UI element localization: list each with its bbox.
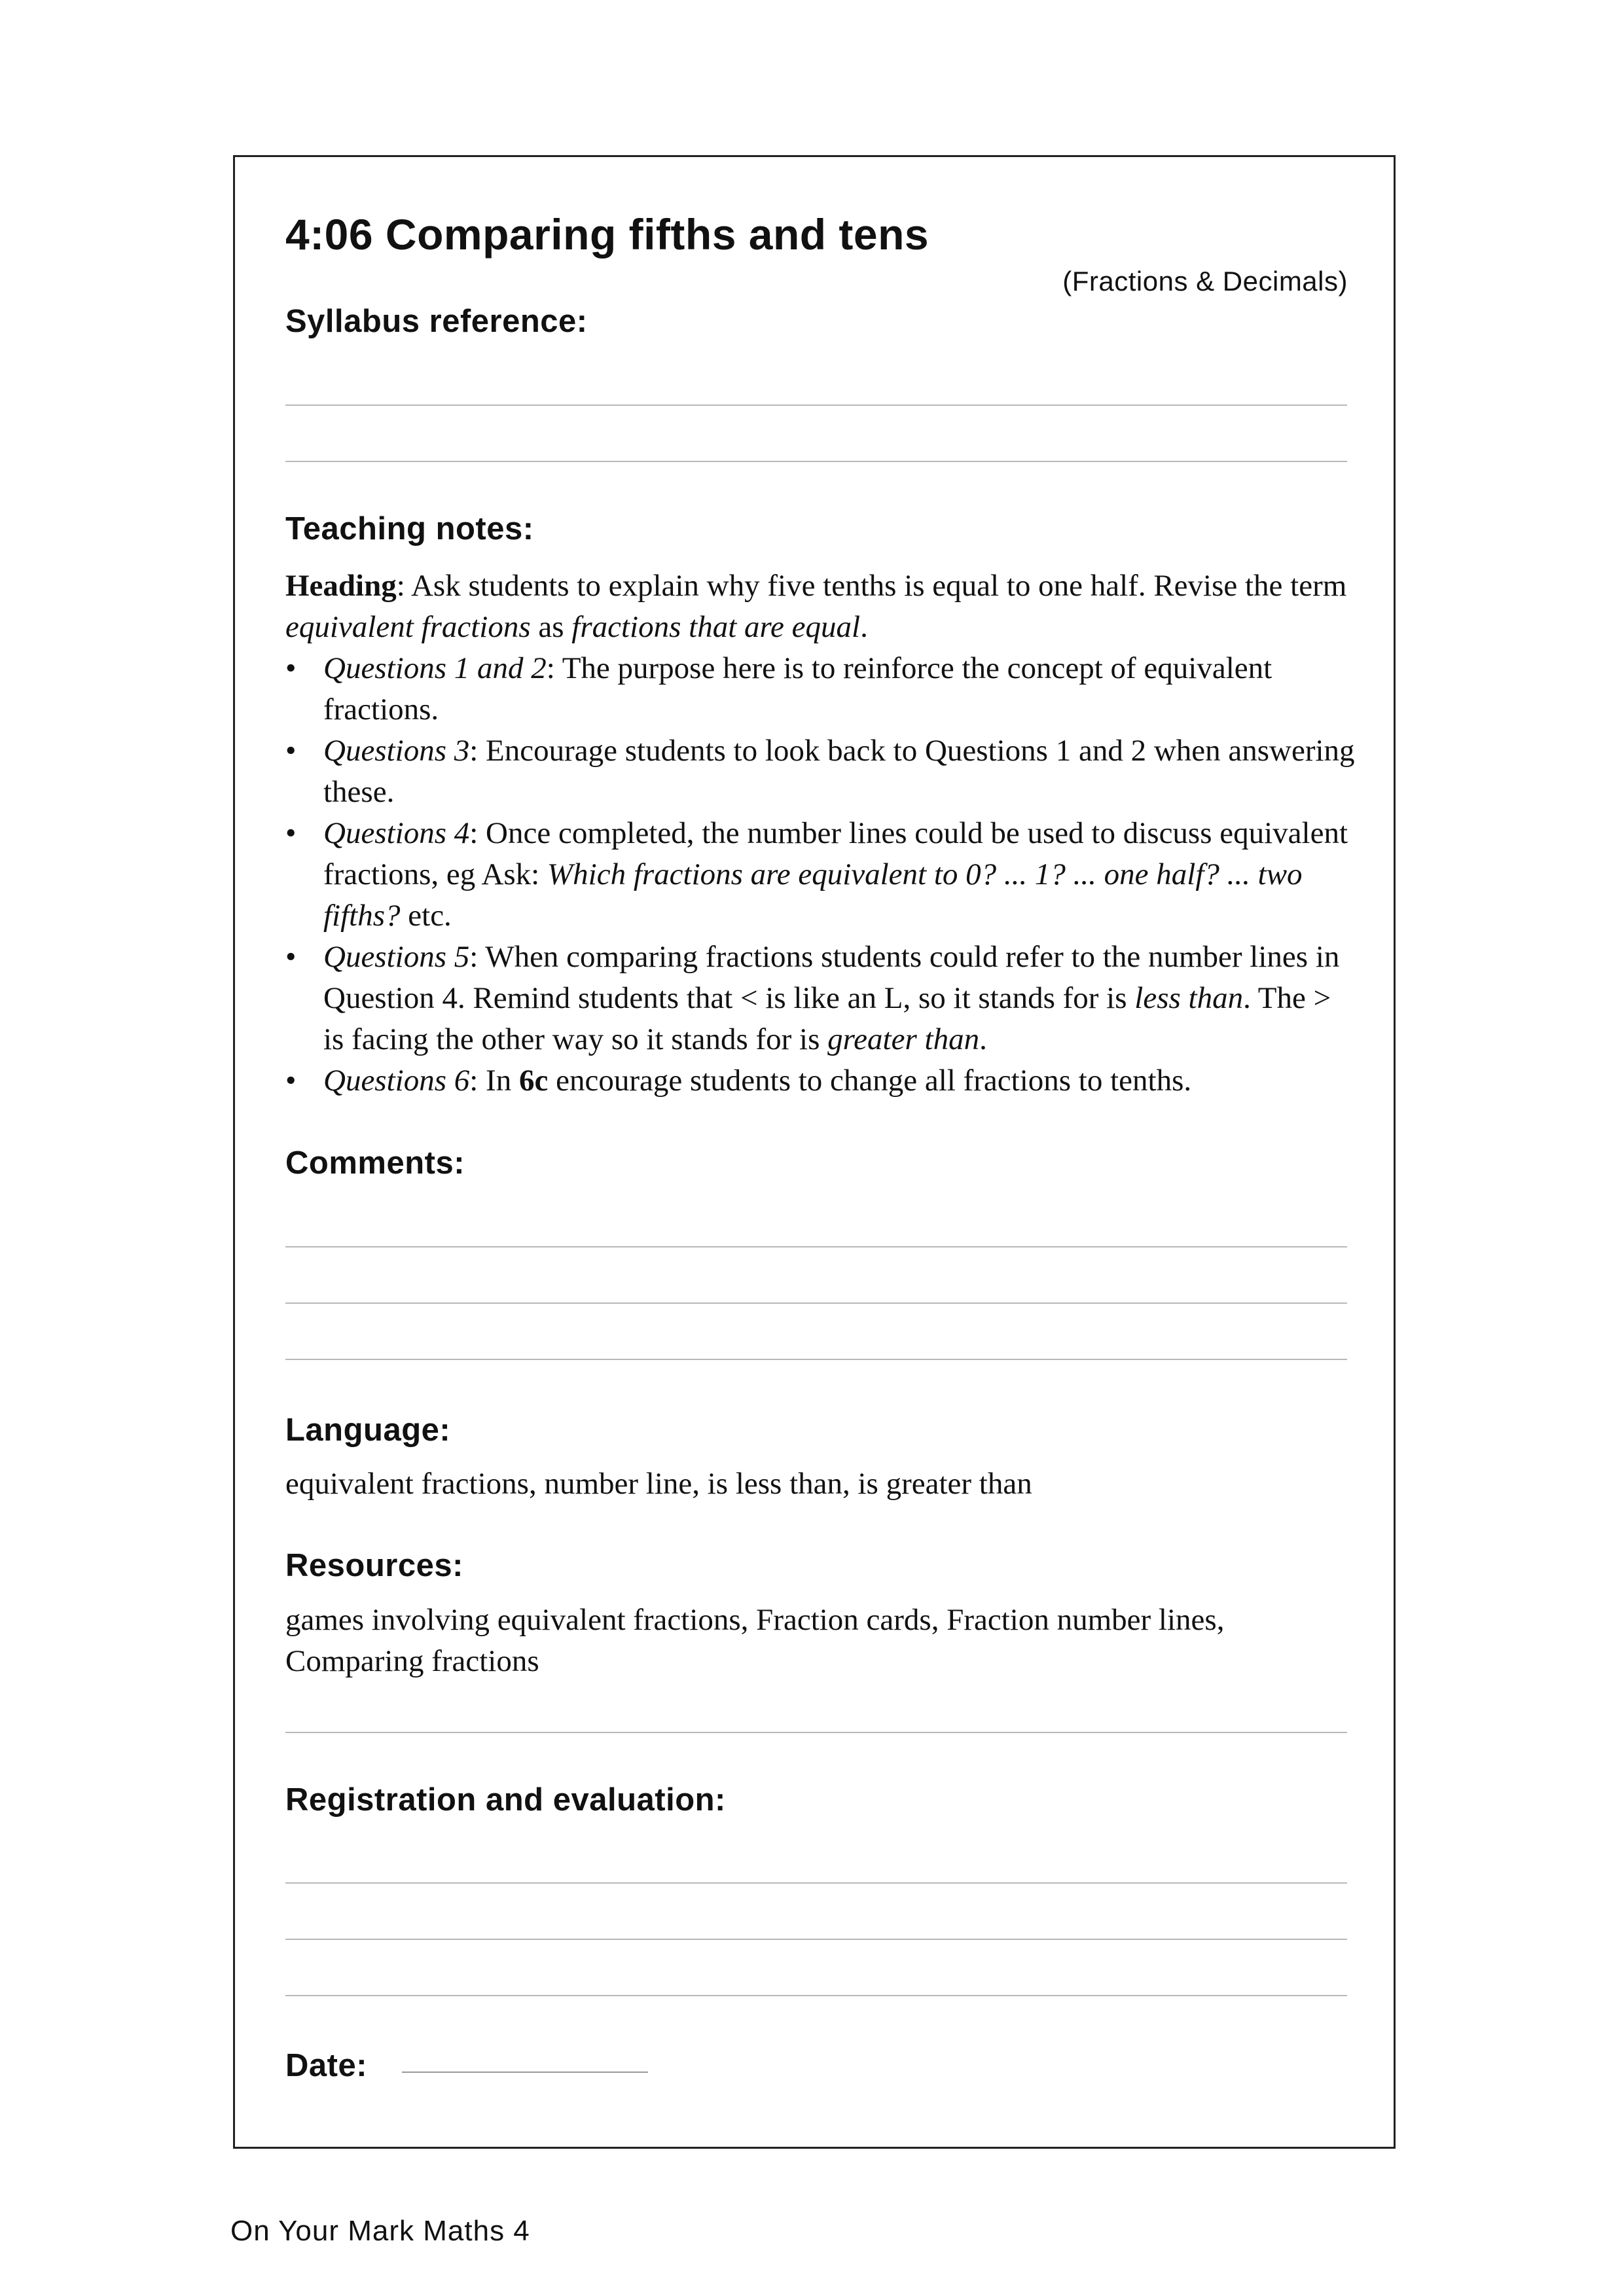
question-ref: Questions 6 (323, 1064, 470, 1098)
note-text: . The > is facing the other way so it stands for is (323, 981, 1331, 1056)
note-text: : Encourage students to look back to Questions 1 and 2 when answering these. (323, 734, 1355, 809)
heading-note-definition: fractions that are equal (571, 610, 861, 644)
note-strong: 6c (518, 1064, 549, 1098)
page-title: 4:06 Comparing fifths and tens (285, 210, 929, 259)
language-heading: Language: (285, 1412, 451, 1448)
registration-line-3 (285, 1995, 1347, 1996)
syllabus-line-2 (285, 461, 1347, 462)
comments-heading: Comments: (285, 1145, 465, 1181)
question-ref: Questions 5 (323, 940, 470, 974)
note-term: greater than (827, 1022, 980, 1056)
page-footer: On Your Mark Maths 4 (230, 2215, 530, 2247)
page-subtitle: (Fractions & Decimals) (1062, 266, 1348, 296)
note-text: etc. (400, 899, 452, 933)
date-label: Date: (285, 2048, 368, 2083)
note-text: : In (469, 1064, 519, 1098)
language-text: equivalent fractions, number line, is less than, is greater than (285, 1467, 1032, 1501)
comments-line-3 (285, 1359, 1347, 1360)
bullet-icon: • (285, 734, 297, 768)
heading-note (285, 565, 1359, 648)
note-text: : Once completed, the number lines could be used to discuss equivalent fractions, eg Ask: (323, 816, 1348, 891)
teaching-notes-body (285, 565, 1359, 1102)
heading-note-text: as (530, 610, 572, 644)
question-ref: Questions 4 (323, 816, 470, 850)
note-text: encourage students to change all fractions to tenths. (548, 1064, 1192, 1098)
note-text: : The purpose here is to reinforce the concept of equivalent fractions. (323, 651, 1272, 726)
note-term: less than (1134, 981, 1244, 1015)
comments-line-2 (285, 1302, 1347, 1304)
list-item (285, 648, 1359, 730)
resources-text: games involving equivalent fractions, Fraction cards, Fraction number lines, Comparing fractions (285, 1603, 1225, 1678)
question-notes-list (285, 648, 1359, 1102)
comments-line-1 (285, 1246, 1347, 1247)
resources-line (285, 1732, 1347, 1733)
bullet-icon: • (285, 651, 297, 685)
registration-line-1 (285, 1882, 1347, 1884)
bullet-icon: • (285, 1064, 297, 1098)
list-item (285, 1060, 1359, 1102)
registration-heading: Registration and evaluation: (285, 1782, 726, 1818)
list-item (285, 730, 1359, 813)
list-item (285, 937, 1359, 1060)
note-question: Which fractions are equivalent to 0? ... 1? ... one half? ... two fifths? (323, 857, 1303, 933)
heading-note-label: Heading (285, 569, 397, 603)
date-field[interactable] (402, 2072, 648, 2073)
note-text: . (979, 1022, 987, 1056)
bullet-icon: • (285, 940, 297, 974)
question-ref: Questions 1 and 2 (323, 651, 547, 685)
bullet-icon: • (285, 816, 297, 850)
question-ref: Questions 3 (323, 734, 470, 768)
syllabus-line-1 (285, 404, 1347, 406)
heading-note-text: . (860, 610, 868, 644)
heading-note-term: equivalent fractions (285, 610, 531, 644)
list-item (285, 813, 1359, 937)
teaching-notes-heading: Teaching notes: (285, 511, 534, 547)
syllabus-heading: Syllabus reference: (285, 304, 588, 339)
registration-line-2 (285, 1939, 1347, 1940)
heading-note-text: : Ask students to explain why five tenths is equal to one half. Revise the term (396, 569, 1347, 603)
resources-heading: Resources: (285, 1548, 463, 1583)
note-text: : When comparing fractions students could refer to the number lines in Question 4. Remind students that < is like an L, so it stands for is (323, 940, 1340, 1015)
